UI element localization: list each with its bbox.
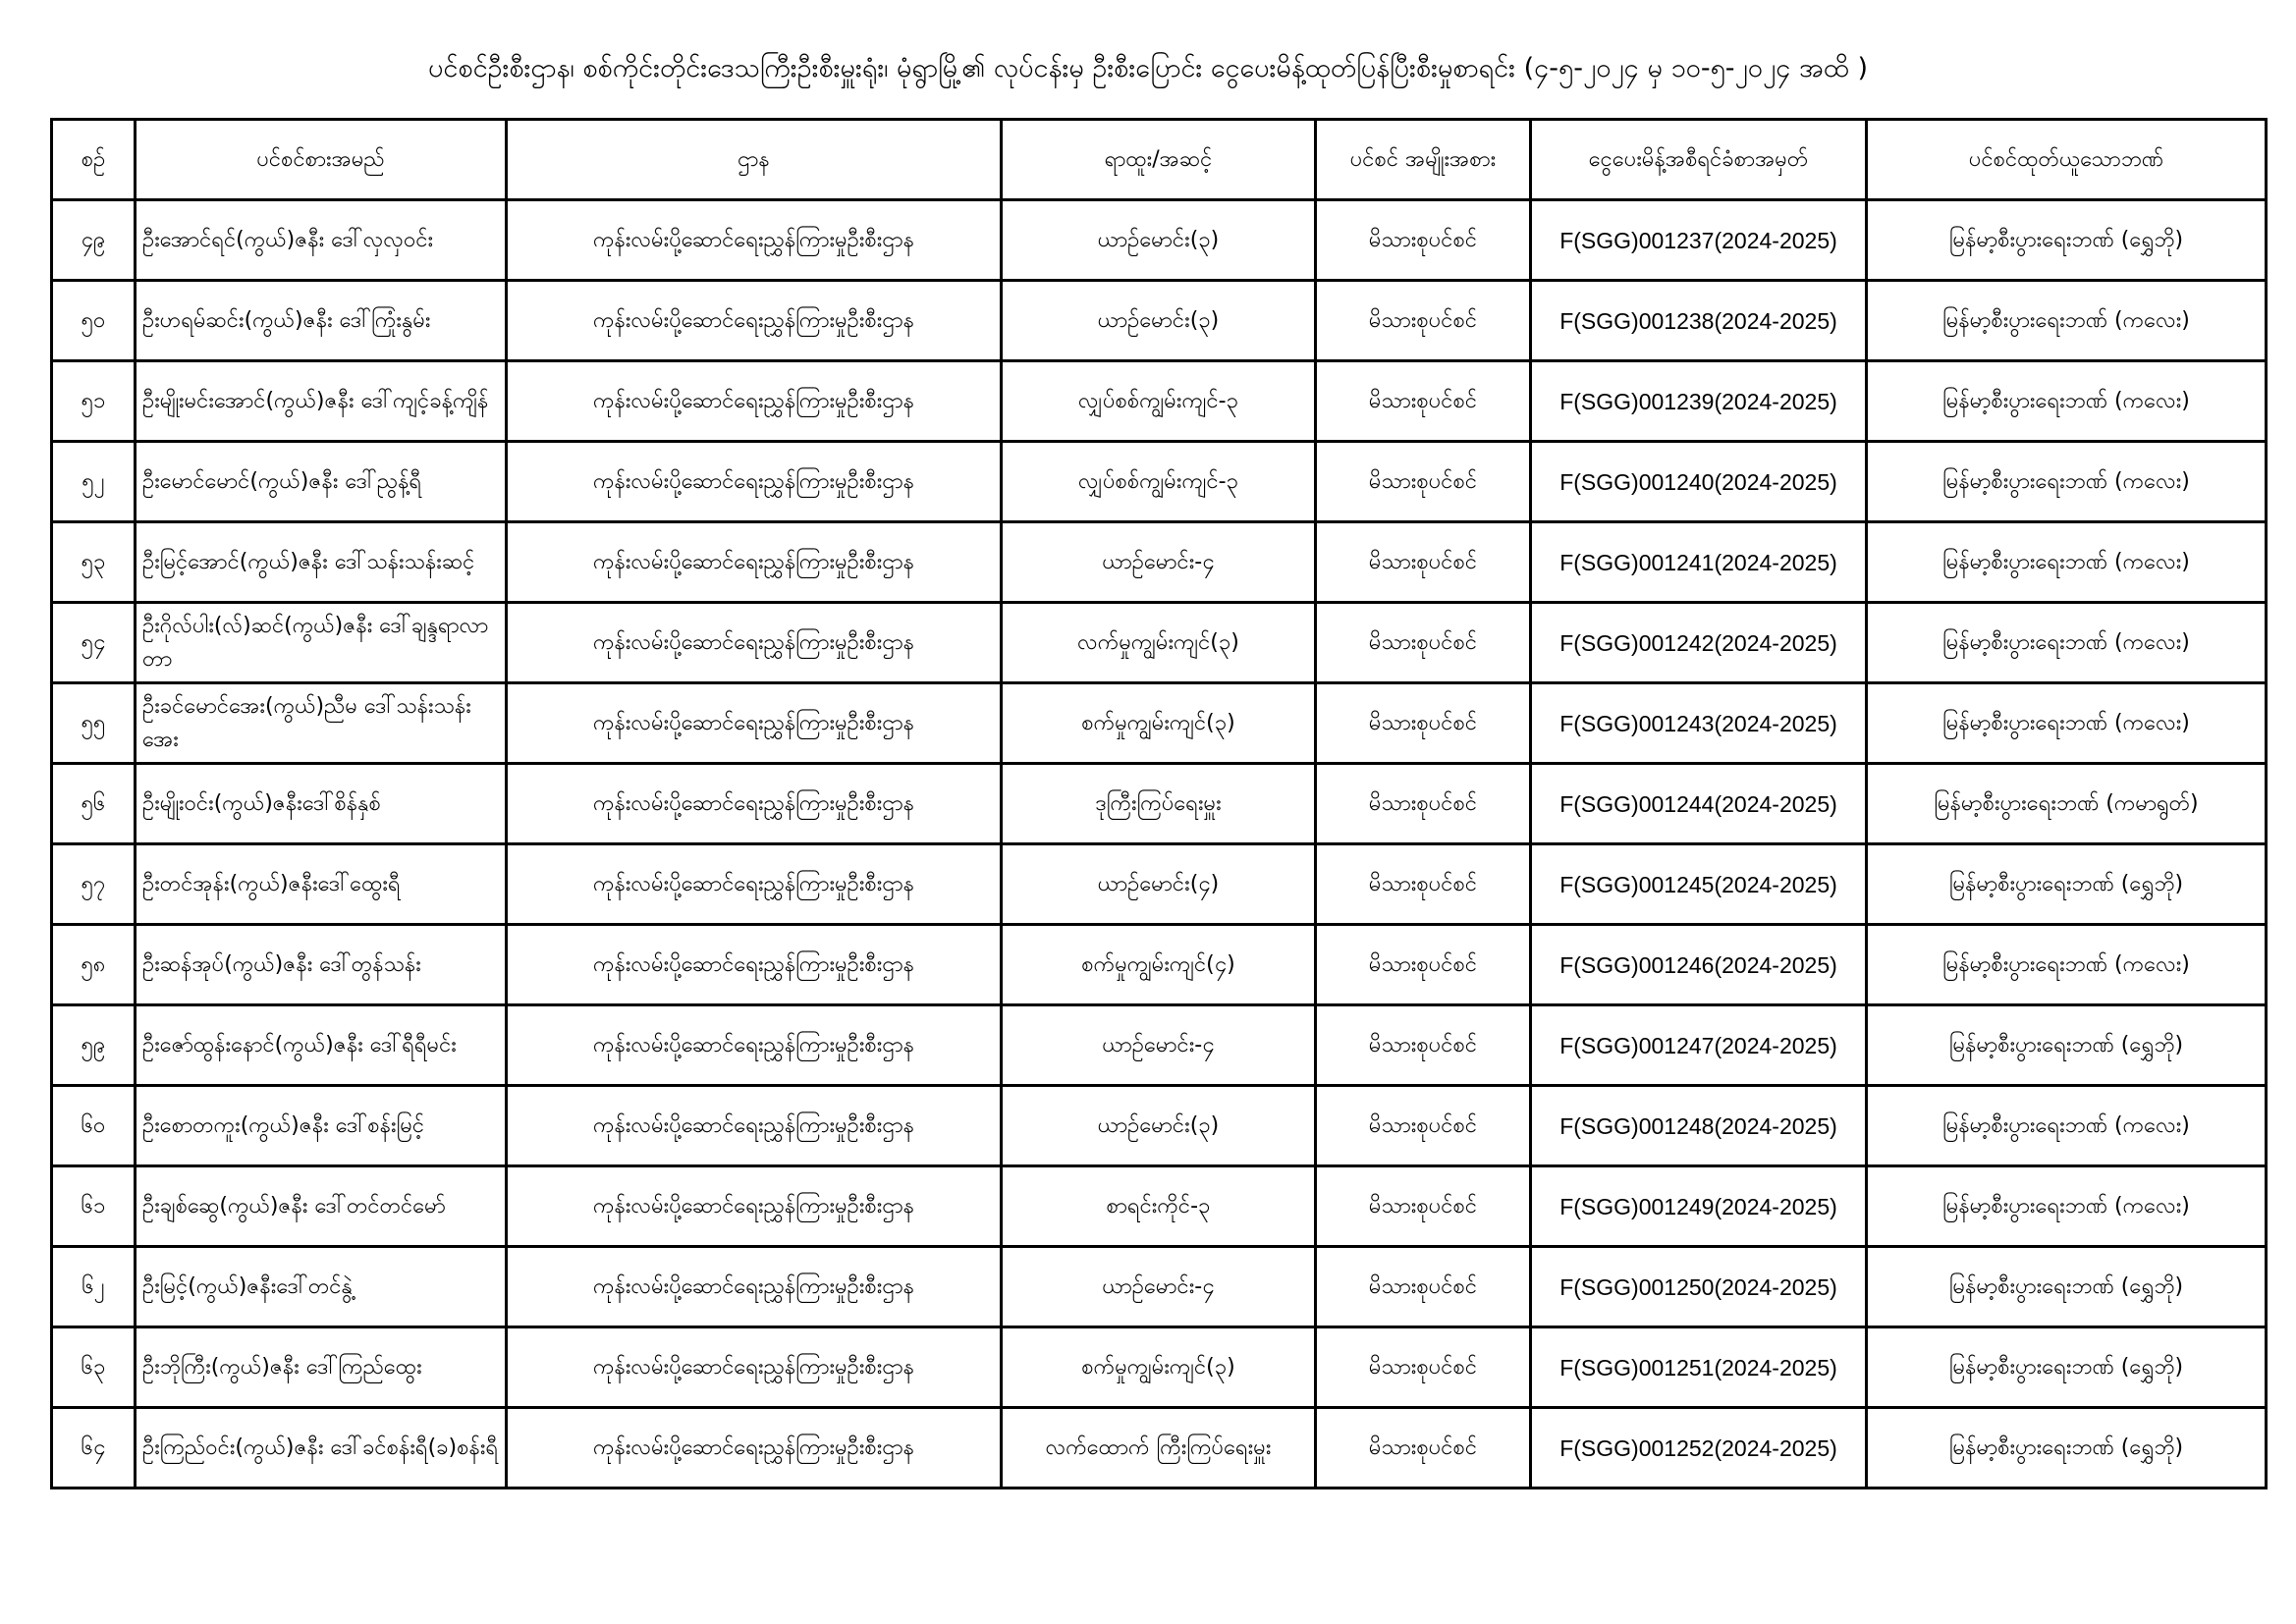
- pensioner-name-cell: ဦးမြင့်(ကွယ်)ဇနီးဒေါ်တင်နွဲ့: [136, 1247, 507, 1327]
- position-cell: စက်မှုကျွမ်းကျင်(၃): [1002, 1327, 1316, 1408]
- document-title: ပင်စင်ဦးစီးဌာန၊ စစ်ကိုင်းတိုင်းဒေသကြီးဦးစီးမှူးရုံး၊ မုံရွာမြို့၏ လုပ်ငန်းမှ ဦးစီးပြောင်း ငွေပေးမိန့်ထုတ်ပြန်ပြီးစီးမှုစာရင်း (၄-၅-၂၀၂၄ မှ ၁၀-၅-၂၀၂၄ အထိ ): [428, 53, 1868, 83]
- header-position: ရာထူး/အဆင့်: [1002, 120, 1316, 200]
- table-row: [52, 200, 2267, 281]
- pension-type-cell: မိသားစုပင်စင်: [1316, 1166, 1531, 1247]
- department-cell: ကုန်းလမ်းပို့ဆောင်ရေးညွှန်ကြားမှုဦးစီးဌာန: [507, 925, 1002, 1005]
- pensioner-name-cell: ဦးကြည်ဝင်း(ကွယ်)ဇနီး ဒေါ်ခင်စန်းရီ(ခ)စန်းရီ: [136, 1408, 507, 1489]
- pension-type-cell: မိသားစုပင်စင်: [1316, 1247, 1531, 1327]
- pension-type-cell: မိသားစုပင်စင်: [1316, 522, 1531, 603]
- position-cell: ဒုကြီးကြပ်ရေးမှူး: [1002, 764, 1316, 844]
- pension-type-cell: မိသားစုပင်စင်: [1316, 1086, 1531, 1166]
- bank-cell: မြန်မာ့စီးပွားရေးဘဏ် (ရွှေဘို): [1867, 1247, 2267, 1327]
- department-cell: ကုန်းလမ်းပို့ဆောင်ရေးညွှန်ကြားမှုဦးစီးဌာန: [507, 1247, 1002, 1327]
- bank-cell: မြန်မာ့စီးပွားရေးဘဏ် (ကလေး): [1867, 1086, 2267, 1166]
- position-cell: ယာဉ်မောင်း(၄): [1002, 844, 1316, 925]
- pensioner-name-cell: ဦးဇော်ထွန်းနောင်(ကွယ်)ဇနီး ဒေါ်ရီရီမင်း: [136, 1005, 507, 1086]
- header-department: ဌာန: [507, 120, 1002, 200]
- position-cell: လက်မှုကျွမ်းကျင်(၃): [1002, 603, 1316, 683]
- position-cell: ယာဉ်မောင်း(၃): [1002, 1086, 1316, 1166]
- payment-order-no-cell: F(SGG)001245(2024-2025): [1531, 844, 1867, 925]
- department-cell: ကုန်းလမ်းပို့ဆောင်ရေးညွှန်ကြားမှုဦးစီးဌာန: [507, 522, 1002, 603]
- pensioner-name-cell: ဦးမျိုးဝင်း(ကွယ်)ဇနီးဒေါ်စိန်နှစ်: [136, 764, 507, 844]
- bank-cell: မြန်မာ့စီးပွားရေးဘဏ် (ကလေး): [1867, 683, 2267, 764]
- serial-cell: ၅၉: [52, 1005, 136, 1086]
- bank-cell: မြန်မာ့စီးပွားရေးဘဏ် (ကလေး): [1867, 281, 2267, 361]
- table-row: [52, 603, 2267, 683]
- pension-type-cell: မိသားစုပင်စင်: [1316, 844, 1531, 925]
- department-cell: ကုန်းလမ်းပို့ဆောင်ရေးညွှန်ကြားမှုဦးစီးဌာန: [507, 1005, 1002, 1086]
- table-row: [52, 1166, 2267, 1247]
- serial-cell: ၅၅: [52, 683, 136, 764]
- bank-cell: မြန်မာ့စီးပွားရေးဘဏ် (ရွှေဘို): [1867, 1327, 2267, 1408]
- bank-cell: မြန်မာ့စီးပွားရေးဘဏ် (ကလေး): [1867, 925, 2267, 1005]
- serial-cell: ၅၁: [52, 361, 136, 442]
- payment-order-no-cell: F(SGG)001246(2024-2025): [1531, 925, 1867, 1005]
- serial-cell: ၆၄: [52, 1408, 136, 1489]
- serial-cell: ၅၃: [52, 522, 136, 603]
- payment-order-no-cell: F(SGG)001239(2024-2025): [1531, 361, 1867, 442]
- department-cell: ကုန်းလမ်းပို့ဆောင်ရေးညွှန်ကြားမှုဦးစီးဌာန: [507, 764, 1002, 844]
- table-row: [52, 683, 2267, 764]
- position-cell: ယာဉ်မောင်း-၄: [1002, 1005, 1316, 1086]
- pension-type-cell: မိသားစုပင်စင်: [1316, 1005, 1531, 1086]
- position-cell: စက်မှုကျွမ်းကျင်(၃): [1002, 683, 1316, 764]
- serial-cell: ၅၀: [52, 281, 136, 361]
- pensioner-name-cell: ဦးမောင်မောင်(ကွယ်)ဇနီး ဒေါ်ညွန့်ရီ: [136, 442, 507, 522]
- department-cell: ကုန်းလမ်းပို့ဆောင်ရေးညွှန်ကြားမှုဦးစီးဌာန: [507, 200, 1002, 281]
- pensioner-name-cell: ဦးခင်မောင်အေး(ကွယ်)ညီမ ဒေါ်သန်းသန်းအေး: [136, 683, 507, 764]
- serial-cell: ၆၂: [52, 1247, 136, 1327]
- bank-cell: မြန်မာ့စီးပွားရေးဘဏ် (ရွှေဘို): [1867, 844, 2267, 925]
- pensioner-name-cell: ဦးတင်အုန်း(ကွယ်)ဇနီးဒေါ်ထွေးရီ: [136, 844, 507, 925]
- pensioner-name-cell: ဦးမျိုးမင်းအောင်(ကွယ်)ဇနီး ဒေါ်ကျင့်ခန့်ကျိန်: [136, 361, 507, 442]
- serial-cell: ၅၂: [52, 442, 136, 522]
- payment-order-no-cell: F(SGG)001244(2024-2025): [1531, 764, 1867, 844]
- table-row: [52, 281, 2267, 361]
- pensioner-name-cell: ဦးဘိုကြီး(ကွယ်)ဇနီး ဒေါ်ကြည်ထွေး: [136, 1327, 507, 1408]
- pension-type-cell: မိသားစုပင်စင်: [1316, 200, 1531, 281]
- table-header-row: [52, 120, 2267, 200]
- header-serial: စဉ်: [52, 120, 136, 200]
- pension-type-cell: မိသားစုပင်စင်: [1316, 603, 1531, 683]
- serial-cell: ၅၄: [52, 603, 136, 683]
- table-row: [52, 1086, 2267, 1166]
- payment-order-no-cell: F(SGG)001252(2024-2025): [1531, 1408, 1867, 1489]
- department-cell: ကုန်းလမ်းပို့ဆောင်ရေးညွှန်ကြားမှုဦးစီးဌာန: [507, 1086, 1002, 1166]
- pension-type-cell: မိသားစုပင်စင်: [1316, 683, 1531, 764]
- position-cell: လျှပ်စစ်ကျွမ်းကျင်-၃: [1002, 442, 1316, 522]
- table-row: [52, 1408, 2267, 1489]
- department-cell: ကုန်းလမ်းပို့ဆောင်ရေးညွှန်ကြားမှုဦးစီးဌာန: [507, 844, 1002, 925]
- payment-order-no-cell: F(SGG)001237(2024-2025): [1531, 200, 1867, 281]
- department-cell: ကုန်းလမ်းပို့ဆောင်ရေးညွှန်ကြားမှုဦးစီးဌာန: [507, 1327, 1002, 1408]
- table-row: [52, 764, 2267, 844]
- pensioner-name-cell: ဦးစောတကူး(ကွယ်)ဇနီး ဒေါ်စန်းမြင့်: [136, 1086, 507, 1166]
- pensioner-name-cell: ဦးမြင့်အောင်(ကွယ်)ဇနီး ဒေါ်သန်းသန်းဆင့်: [136, 522, 507, 603]
- header-pension-type: ပင်စင် အမျိုးအစား: [1316, 120, 1531, 200]
- position-cell: စက်မှုကျွမ်းကျင်(၄): [1002, 925, 1316, 1005]
- table-row: [52, 925, 2267, 1005]
- payment-order-no-cell: F(SGG)001238(2024-2025): [1531, 281, 1867, 361]
- pension-type-cell: မိသားစုပင်စင်: [1316, 1327, 1531, 1408]
- table-row: [52, 522, 2267, 603]
- position-cell: ယာဉ်မောင်း-၄: [1002, 1247, 1316, 1327]
- department-cell: ကုန်းလမ်းပို့ဆောင်ရေးညွှန်ကြားမှုဦးစီးဌာန: [507, 442, 1002, 522]
- department-cell: ကုန်းလမ်းပို့ဆောင်ရေးညွှန်ကြားမှုဦးစီးဌာန: [507, 361, 1002, 442]
- bank-cell: မြန်မာ့စီးပွားရေးဘဏ် (ကလေး): [1867, 1166, 2267, 1247]
- position-cell: ယာဉ်မောင်း(၃): [1002, 281, 1316, 361]
- pension-type-cell: မိသားစုပင်စင်: [1316, 281, 1531, 361]
- header-payment-order-no: ငွေပေးမိန့်အစီရင်ခံစာအမှတ်: [1531, 120, 1867, 200]
- payment-order-no-cell: F(SGG)001249(2024-2025): [1531, 1166, 1867, 1247]
- table-row: [52, 1005, 2267, 1086]
- table-row: [52, 361, 2267, 442]
- serial-cell: ၆၀: [52, 1086, 136, 1166]
- table-row: [52, 1247, 2267, 1327]
- serial-cell: ၄၉: [52, 200, 136, 281]
- pension-type-cell: မိသားစုပင်စင်: [1316, 361, 1531, 442]
- payment-order-no-cell: F(SGG)001251(2024-2025): [1531, 1327, 1867, 1408]
- payment-order-no-cell: F(SGG)001242(2024-2025): [1531, 603, 1867, 683]
- department-cell: ကုန်းလမ်းပို့ဆောင်ရေးညွှန်ကြားမှုဦးစီးဌာန: [507, 1166, 1002, 1247]
- pensioner-name-cell: ဦးဂိုလ်ပါး(လ်)ဆင်(ကွယ်)ဇနီး ဒေါ်ချန္ဒရာလာတာ: [136, 603, 507, 683]
- bank-cell: မြန်မာ့စီးပွားရေးဘဏ် (ရွှေဘို): [1867, 1005, 2267, 1086]
- position-cell: စာရင်းကိုင်-၃: [1002, 1166, 1316, 1247]
- header-bank: ပင်စင်ထုတ်ယူသောဘဏ်: [1867, 120, 2267, 200]
- pensioner-name-cell: ဦးဟရမ်ဆင်း(ကွယ်)ဇနီး ဒေါ်ကြုံးနွမ်း: [136, 281, 507, 361]
- position-cell: ယာဉ်မောင်း-၄: [1002, 522, 1316, 603]
- serial-cell: ၅၈: [52, 925, 136, 1005]
- pensioner-name-cell: ဦးဆန်အုပ်(ကွယ်)ဇနီး ဒေါ်တွန်သန်း: [136, 925, 507, 1005]
- pension-type-cell: မိသားစုပင်စင်: [1316, 764, 1531, 844]
- pensioner-name-cell: ဦးချစ်ဆွေ(ကွယ်)ဇနီး ဒေါ်တင်တင်မော်: [136, 1166, 507, 1247]
- position-cell: ယာဉ်မောင်း(၃): [1002, 200, 1316, 281]
- pension-type-cell: မိသားစုပင်စင်: [1316, 442, 1531, 522]
- serial-cell: ၅၇: [52, 844, 136, 925]
- bank-cell: မြန်မာ့စီးပွားရေးဘဏ် (ကလေး): [1867, 442, 2267, 522]
- pension-type-cell: မိသားစုပင်စင်: [1316, 1408, 1531, 1489]
- position-cell: လျှပ်စစ်ကျွမ်းကျင်-၃: [1002, 361, 1316, 442]
- payment-order-no-cell: F(SGG)001241(2024-2025): [1531, 522, 1867, 603]
- serial-cell: ၅၆: [52, 764, 136, 844]
- bank-cell: မြန်မာ့စီးပွားရေးဘဏ် (ရွှေဘို): [1867, 1408, 2267, 1489]
- position-cell: လက်ထောက် ကြီးကြပ်ရေးမှူး: [1002, 1408, 1316, 1489]
- table-row: [52, 1327, 2267, 1408]
- department-cell: ကုန်းလမ်းပို့ဆောင်ရေးညွှန်ကြားမှုဦးစီးဌာန: [507, 281, 1002, 361]
- payment-order-no-cell: F(SGG)001243(2024-2025): [1531, 683, 1867, 764]
- serial-cell: ၆၁: [52, 1166, 136, 1247]
- payment-order-no-cell: F(SGG)001248(2024-2025): [1531, 1086, 1867, 1166]
- department-cell: ကုန်းလမ်းပို့ဆောင်ရေးညွှန်ကြားမှုဦးစီးဌာန: [507, 1408, 1002, 1489]
- serial-cell: ၆၃: [52, 1327, 136, 1408]
- department-cell: ကုန်းလမ်းပို့ဆောင်ရေးညွှန်ကြားမှုဦးစီးဌာန: [507, 603, 1002, 683]
- bank-cell: မြန်မာ့စီးပွားရေးဘဏ် (ကမာရွတ်): [1867, 764, 2267, 844]
- payment-order-no-cell: F(SGG)001247(2024-2025): [1531, 1005, 1867, 1086]
- pensioner-name-cell: ဦးအောင်ရင်(ကွယ်)ဇနီး ဒေါ်လှလှဝင်း: [136, 200, 507, 281]
- department-cell: ကုန်းလမ်းပို့ဆောင်ရေးညွှန်ကြားမှုဦးစီးဌာန: [507, 683, 1002, 764]
- bank-cell: မြန်မာ့စီးပွားရေးဘဏ် (ရွှေဘို): [1867, 200, 2267, 281]
- bank-cell: မြန်မာ့စီးပွားရေးဘဏ် (ကလေး): [1867, 522, 2267, 603]
- table-row: [52, 844, 2267, 925]
- bank-cell: မြန်မာ့စီးပွားရေးဘဏ် (ကလေး): [1867, 603, 2267, 683]
- payment-order-no-cell: F(SGG)001240(2024-2025): [1531, 442, 1867, 522]
- pension-table: [50, 118, 2268, 1489]
- header-pensioner-name: ပင်စင်စားအမည်: [136, 120, 507, 200]
- pension-type-cell: မိသားစုပင်စင်: [1316, 925, 1531, 1005]
- bank-cell: မြန်မာ့စီးပွားရေးဘဏ် (ကလေး): [1867, 361, 2267, 442]
- payment-order-no-cell: F(SGG)001250(2024-2025): [1531, 1247, 1867, 1327]
- table-row: [52, 442, 2267, 522]
